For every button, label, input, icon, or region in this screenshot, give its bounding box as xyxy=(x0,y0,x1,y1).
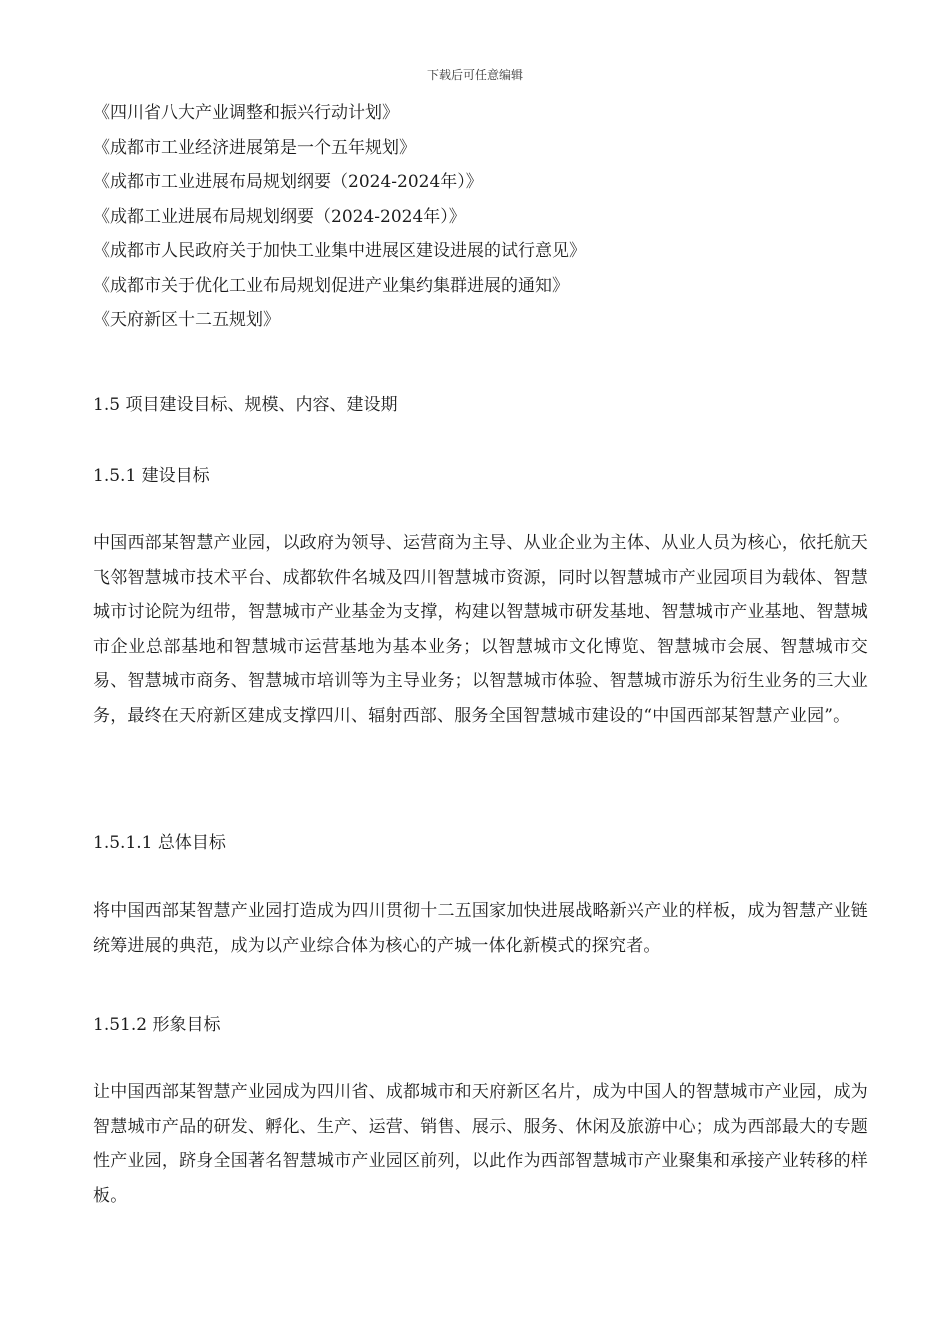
reference-list xyxy=(93,96,893,338)
paragraph-overall-goal: 将中国西部某智慧产业园打造成为四川贯彻十二五国家加快进展战略新兴产业的样板，成为智慧产业链统筹进展的典范，成为以产业综合体为核心的产城一体化新模式的探究者。 xyxy=(93,901,868,956)
header-note: 下载后可任意编辑 xyxy=(426,68,523,82)
section-heading-1-5-1: 1.5.1 建设目标 xyxy=(93,466,210,486)
paragraph-image-goal: 让中国西部某智慧产业园成为四川省、成都城市和天府新区名片，成为中国人的智慧城市产业园，成为智慧城市产品的研发、孵化、生产、运营、销售、展示、服务、休闲及旅游中心；成为西部最大的专题性产业园，跻身全国著名智慧城市产业园区前列，以此作为西部智慧城市产业聚集和承接产业转移的样板。 xyxy=(93,1082,868,1206)
reference-item: 《成都市关于优化工业布局规划促进产业集约集群进展的通知》 xyxy=(93,275,569,296)
section-heading-1-5-1-1: 1.5.1.1 总体目标 xyxy=(93,833,226,853)
section-heading-1-5: 1.5 项目建设目标、规模、内容、建设期 xyxy=(93,395,398,415)
reference-item: 《成都市工业进展布局规划纲要（2024-2024年）》 xyxy=(93,172,483,192)
reference-item: 《天府新区十二五规划》 xyxy=(93,310,280,330)
reference-item: 《成都工业进展布局规划纲要（2024-2024年）》 xyxy=(93,206,466,227)
reference-item: 《成都市人民政府关于加快工业集中进展区建设进展的试行意见》 xyxy=(93,241,586,261)
section-heading-1-51-2: 1.51.2 形象目标 xyxy=(93,1015,221,1035)
paragraph-construction-goal: 中国西部某智慧产业园，以政府为领导、运营商为主导、从业企业为主体、从业人员为核心，依托航天飞邻智慧城市技术平台、成都软件名城及四川智慧城市资源，同时以智慧城市产业园项目为载体、智慧城市讨论院为纽带，智慧城市产业基金为支撑，构建以智慧城市研发基地、智慧城市产业基地、智慧城市企业总部基地和智慧城市运营基地为基本业务；以智慧城市文化博览、智慧城市会展、智慧城市交易、智慧城市商务、智慧城市培训等为主导业务；以智慧城市体验、智慧城市游乐为衍生业务的三大业务，最终在天府新区建成支撑四川、辐射西部、服务全国智慧城市建设的“中国西部某智慧产业园”。 xyxy=(93,533,868,726)
reference-item: 《四川省八大产业调整和振兴行动计划》 xyxy=(93,103,399,123)
reference-item: 《成都市工业经济进展第是一个五年规划》 xyxy=(93,137,416,158)
